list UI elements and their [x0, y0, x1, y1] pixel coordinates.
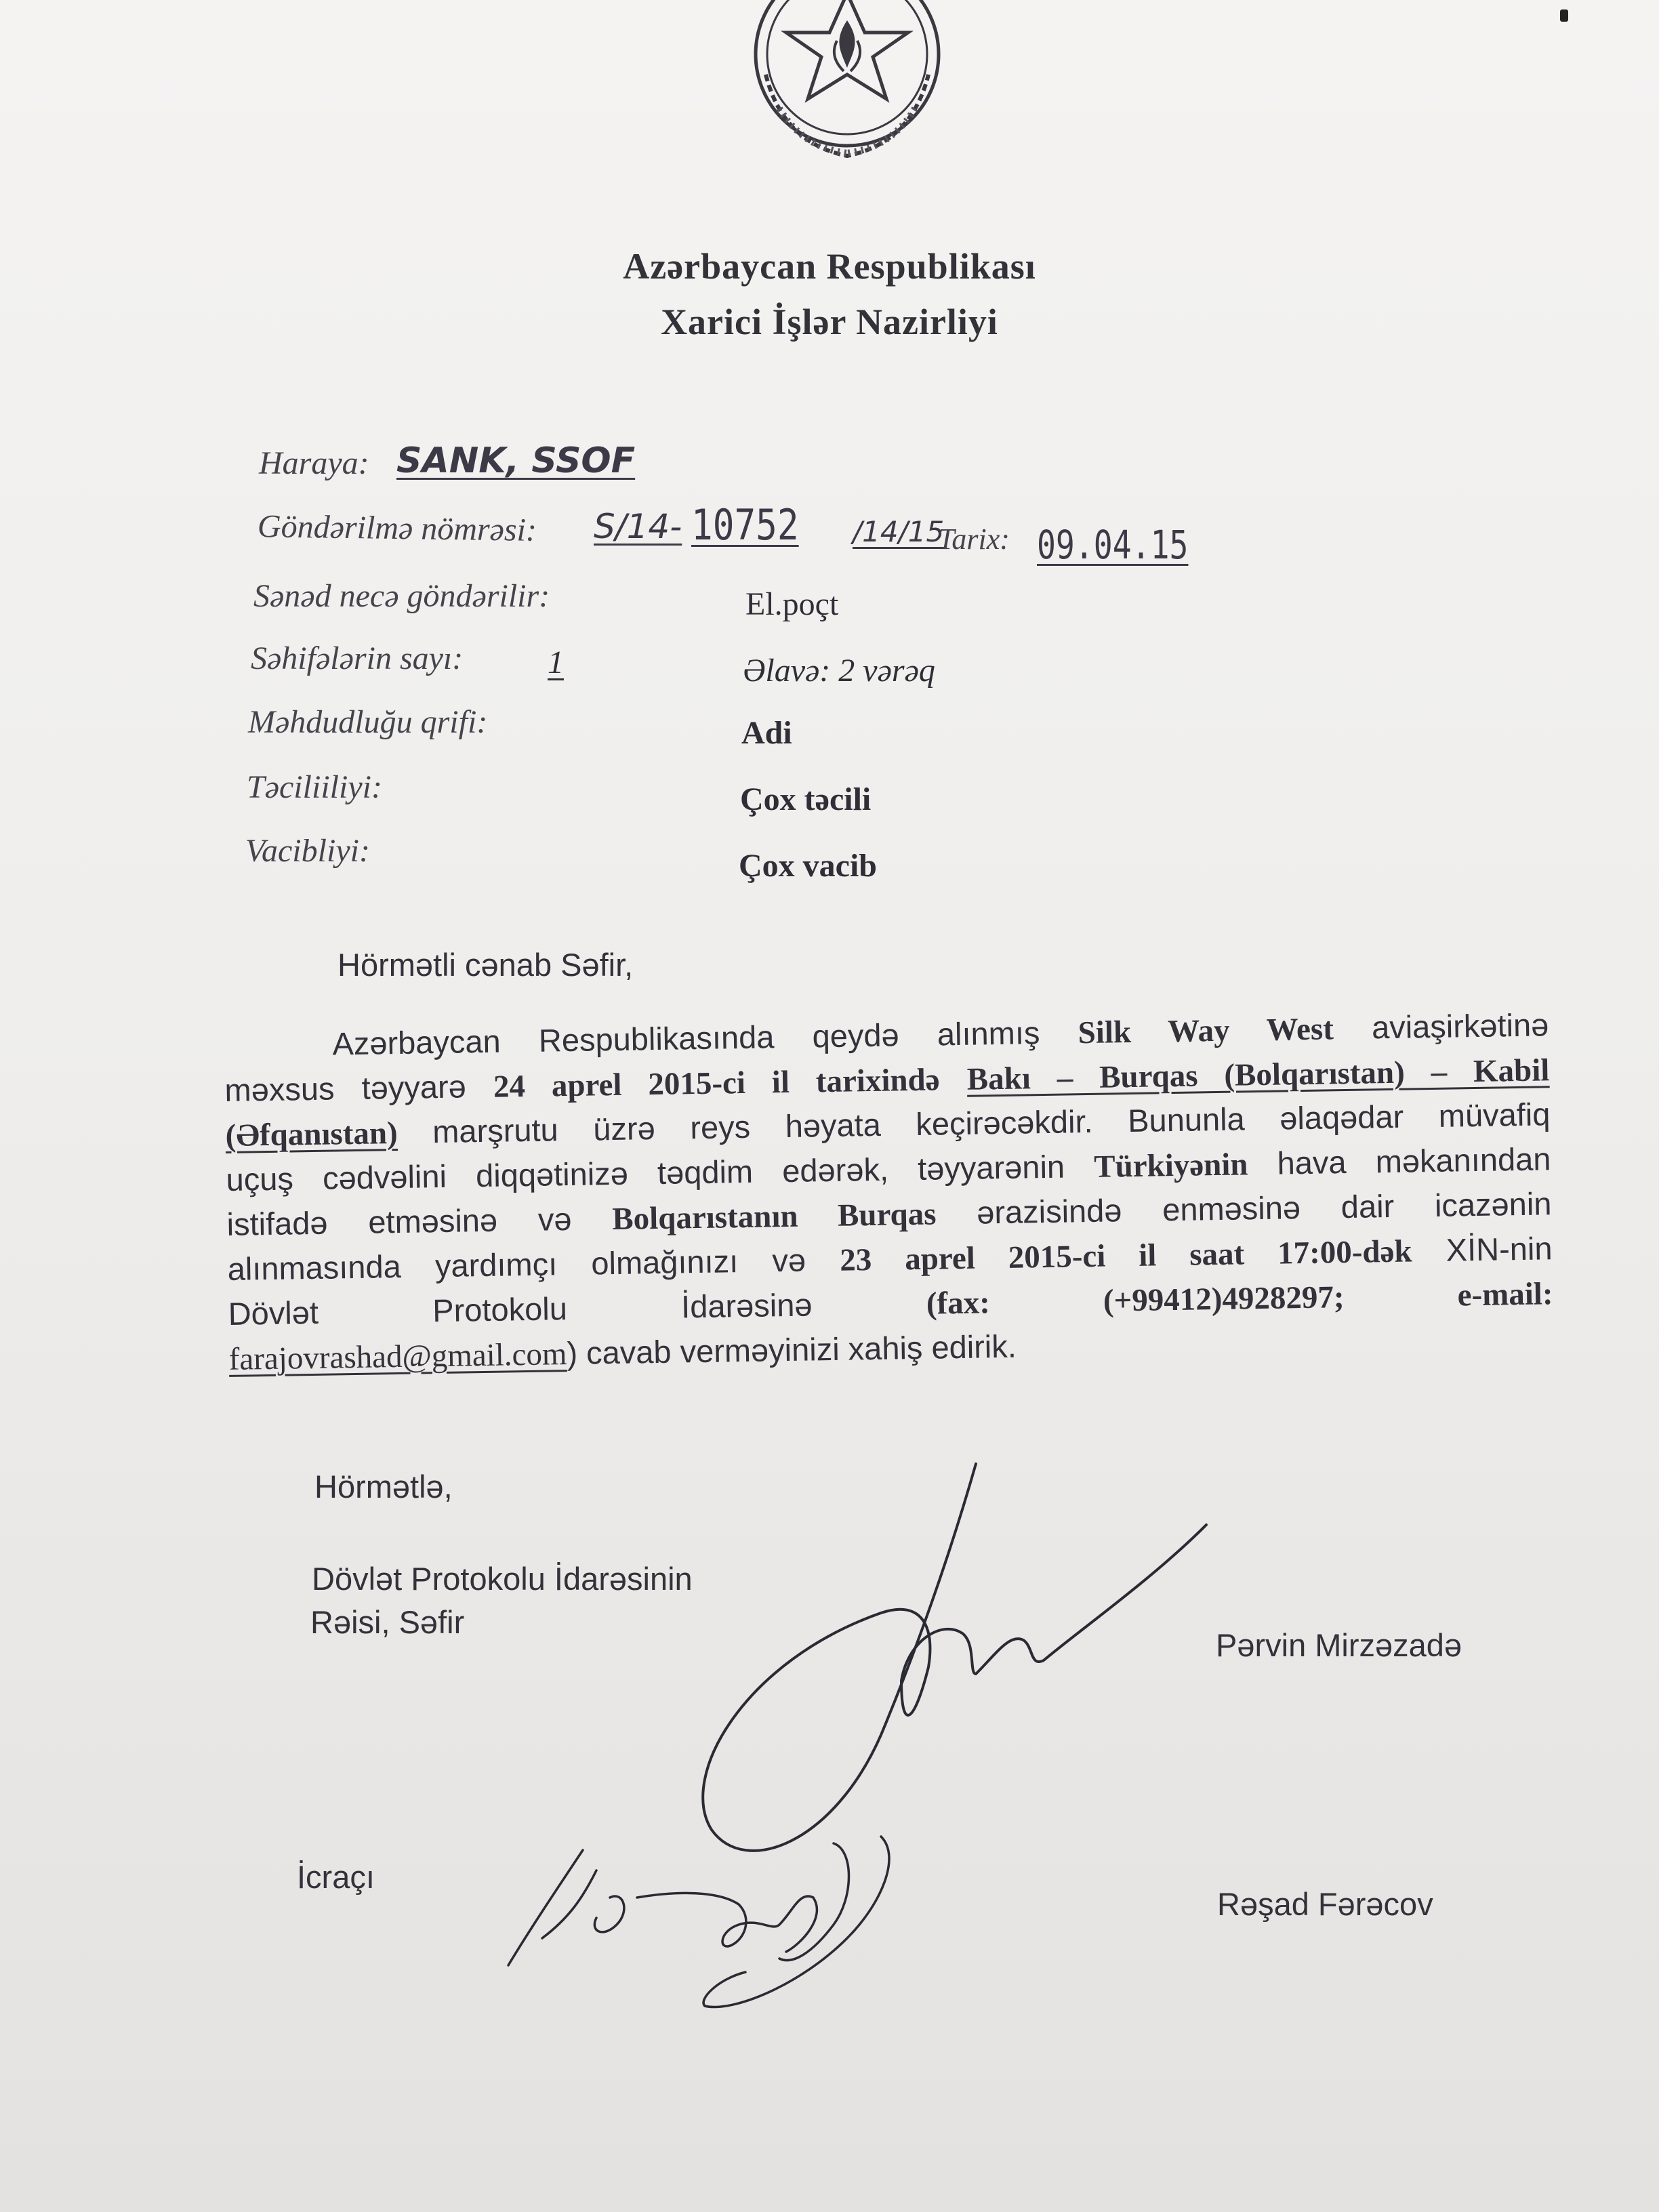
- para-line-8: farajovrashad@gmail.com) cavab verməyinizi xahiş edirik.: [228, 1328, 1017, 1377]
- sened-value: El.poçt: [745, 586, 839, 622]
- executor-name: Rəşad Fərəcov: [1217, 1886, 1433, 1922]
- letter-paragraph: [224, 1002, 1554, 1381]
- closing: Hörmətlə,: [314, 1469, 453, 1504]
- state-emblem-icon: [739, 0, 956, 169]
- tarix-value: 09.04.15: [1037, 522, 1189, 568]
- gonderilme-suffix: /14/15: [853, 515, 945, 548]
- gonderilme-prefix: S/14-: [594, 507, 682, 546]
- haraya-value: SANK, SSOF: [396, 441, 636, 481]
- sehife-label: Səhifələrin sayı:: [251, 640, 464, 676]
- executor-label: İcraçı: [297, 1859, 375, 1895]
- header-line-1: Azərbaycan Respublikası: [623, 246, 1036, 287]
- header-line-2: Xarici İşlər Nazirliyi: [661, 302, 998, 342]
- gonderilme-number: 10752: [691, 500, 799, 550]
- position-line-1: Dövlət Protokolu İdarəsinin: [312, 1561, 693, 1597]
- tarix-label: Tarix:: [938, 523, 1010, 556]
- vacib-label: Vacibliyi:: [245, 833, 370, 869]
- para-line-1: Azərbaycan Respublikasında qeydə alınmış Silk Way West aviaşirkətinə: [332, 1006, 1549, 1062]
- para-line-2: məxsus təyyarə 24 aprel 2015-ci il tarixində Bakı – Burqas (Bolqarıstan) – Kabil: [224, 1052, 1550, 1108]
- mehdud-value: Adi: [741, 715, 792, 751]
- sehife-value: 1: [548, 644, 564, 680]
- ink-speck: [1560, 9, 1568, 22]
- position-line-2: Rəisi, Səfir: [310, 1604, 465, 1640]
- vacib-value: Çox vacib: [739, 848, 877, 884]
- tecili-label: Təciliiliyi:: [247, 769, 382, 805]
- mehdud-label: Məhdudluğu qrifi:: [248, 704, 488, 740]
- para-line-5: istifadə etməsinə və Bolqarıstanın Burqas ərazisində enməsinə dair icazənin: [226, 1185, 1552, 1242]
- haraya-label: Haraya:: [259, 445, 369, 481]
- gonderilme-label: Göndərilmə nömrəsi:: [257, 508, 537, 548]
- signatory-name: Pərvin Mirzəzadə: [1216, 1627, 1462, 1663]
- sened-label: Sənəd necə göndərilir:: [253, 578, 550, 614]
- email-link[interactable]: farajovrashad@gmail.com: [228, 1336, 567, 1377]
- para-line-3: (Əfqanıstan) marşrutu üzrə reys həyata keçirəcəkdir. Bununla əlaqədar müvafiq: [225, 1096, 1551, 1153]
- para-line-6: alınmasında yardımçı olmağınızı və 23 aprel 2015-ci il saat 17:00-dək XİN-nin: [227, 1230, 1553, 1287]
- elave-value: Əlavə: 2 vərəq: [743, 653, 935, 689]
- salutation: Hörmətli cənab Səfir,: [337, 947, 634, 983]
- tecili-value: Çox təcili: [740, 781, 872, 817]
- para-line-7: Dövlət Protokolu İdarəsinə (fax: (+99412)4928297; e-mail:: [228, 1276, 1553, 1332]
- para-line-4: uçuş cədvəlini diqqətinizə təqdim edərək, təyyarənin Türkiyənin hava məkanından: [226, 1141, 1551, 1197]
